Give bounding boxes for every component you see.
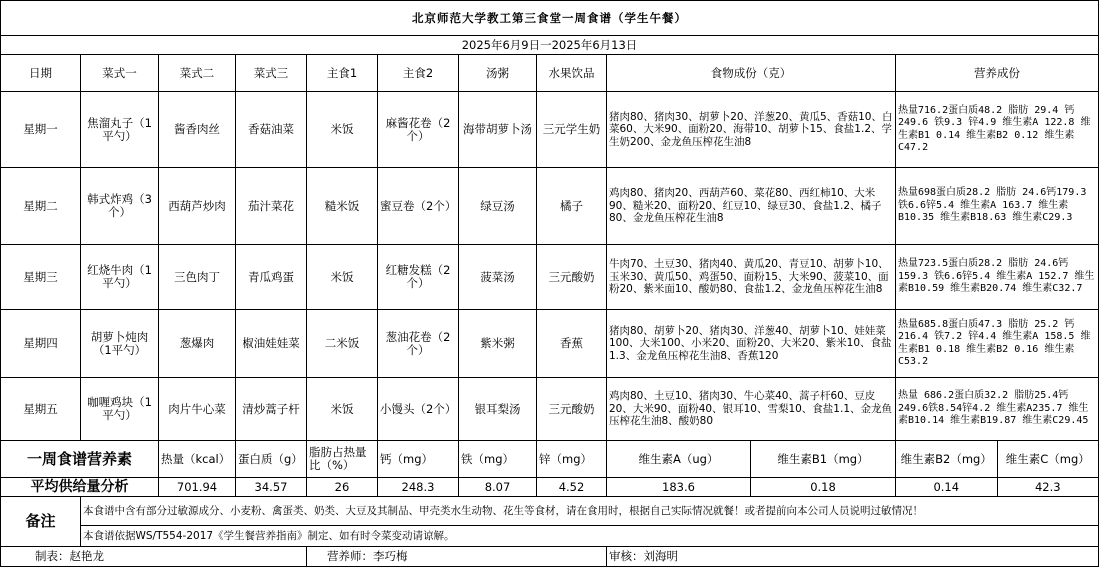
day-row [1, 310, 1099, 378]
nutrient-header: 钙（mg） [378, 441, 459, 478]
soup: 菠菜汤 [459, 245, 537, 310]
notes-label: 备注 [1, 497, 81, 547]
avg-value-split [896, 478, 1099, 497]
avg-value: 0.14 [896, 478, 998, 496]
nutrition: 热量716.2蛋白质48.2 脂肪 29.4 钙249.6 铁9.3 锌4.9 维生素A 122.8 维生素B1 0.14 维生素B2 0.12 维生素C47.2 [896, 92, 1099, 168]
header-cell: 菜式二 [159, 55, 236, 92]
dish1: 焦溜丸子（1平勺） [81, 92, 159, 168]
nutrition: 热量 686.2蛋白质32.2 脂肪25.4钙249.6铁8.54锌4.2 维生素A235.7 维生素B10.14 维生素B19.87 维生素C29.45 [896, 378, 1099, 441]
staple2: 小馒头（2个） [378, 378, 459, 441]
ingredients: 鸡肉80、土豆10、猪肉30、牛心菜40、蒿子杆60、豆皮20、大米90、面粉40、银耳10、雪梨10、食盐1.1、金龙鱼压榨花生油8、酸奶80 [607, 378, 896, 441]
dish1: 咖喱鸡块（1平勺） [81, 378, 159, 441]
header-cell: 日期 [1, 55, 81, 92]
nutrient-header-split [896, 441, 1099, 478]
nutrient-header: 维生素B2（mg） [896, 441, 998, 477]
soup: 银耳梨汤 [459, 378, 537, 441]
header-cell: 水果饮品 [537, 55, 607, 92]
dish2: 西葫芦炒肉 [159, 168, 236, 245]
weekly-nutrient-label: 一周食谱营养素 [1, 441, 159, 478]
staple2: 红糖发糕（2个） [378, 245, 459, 310]
header-cell: 菜式一 [81, 55, 159, 92]
dish1: 韩式炸鸡（3个） [81, 168, 159, 245]
dish3: 清炒蒿子杆 [236, 378, 307, 441]
nutrient-header: 维生素B1（mg） [751, 441, 896, 478]
staple1: 米饭 [307, 378, 378, 441]
ingredients: 鸡肉80、猪肉20、西葫芦60、菜花80、西红柿10、大米90、糙米20、面粉20、红豆10、绿豆30、食盐1.2、橘子80、金龙鱼压榨花生油8 [607, 168, 896, 245]
staple2: 蜜豆卷（2个） [378, 168, 459, 245]
date-range: 2025年6月9日一2025年6月13日 [1, 36, 1099, 55]
staple1: 糙米饭 [307, 168, 378, 245]
dish2: 肉片牛心菜 [159, 378, 236, 441]
nutritionist: 营养师：李巧梅 [307, 547, 607, 567]
ingredients: 牛肉70、土豆30、猪肉40、黄瓜20、青豆10、胡萝卜10、玉米30、黄瓜50、鸡蛋50、面粉15、大米90、菠菜10、面粉20、紫米面10、酸奶80、食盐1.2、金龙鱼压榨花生油8 [607, 245, 896, 310]
avg-value: 248.3 [378, 478, 459, 497]
signature-row [1, 547, 1099, 567]
nutrition: 热量723.5蛋白质28.2 脂肪 24.6钙159.3 铁6.6锌5.4 维生素A 152.7 维生素B10.59 维生素B20.74 维生素C32.7 [896, 245, 1099, 310]
dish2: 葱爆肉 [159, 310, 236, 378]
avg-value: 34.57 [236, 478, 307, 497]
staple2: 葱油花卷（2个） [378, 310, 459, 378]
day-label: 星期五 [1, 378, 81, 441]
average-row [1, 478, 1099, 497]
day-label: 星期一 [1, 92, 81, 168]
soup: 绿豆汤 [459, 168, 537, 245]
dish2: 酱香肉丝 [159, 92, 236, 168]
reviewer: 审核：刘海明 [607, 547, 1099, 567]
soup: 海带胡萝卜汤 [459, 92, 537, 168]
staple1: 二米饭 [307, 310, 378, 378]
staple1: 米饭 [307, 245, 378, 310]
avg-value: 26 [307, 478, 378, 497]
header-row [1, 55, 1099, 92]
avg-value: 701.94 [159, 478, 236, 497]
fruit-drink: 香蕉 [537, 310, 607, 378]
fruit-drink: 三元酸奶 [537, 245, 607, 310]
nutrition: 热量685.8蛋白质47.3 脂肪 25.2 钙216.4 铁7.2 锌4.4 维生素A 158.5 维生素B1 0.18 维生素B2 0.16 维生素C53.2 [896, 310, 1099, 378]
day-row [1, 92, 1099, 168]
day-row [1, 378, 1099, 441]
nutrition: 热量698蛋白质28.2 脂肪 24.6钙179.3 铁6.6锌5.4 维生素A 163.7 维生素B10.35 维生素B18.63 维生素C29.3 [896, 168, 1099, 245]
maker: 制表：赵艳龙 [1, 547, 307, 567]
dish3: 椒油娃娃菜 [236, 310, 307, 378]
avg-value: 42.3 [1034, 479, 1061, 494]
avg-value: 4.52 [537, 478, 607, 497]
day-label: 星期二 [1, 168, 81, 245]
header-cell: 营养成份 [896, 55, 1099, 92]
nutrient-header: 脂肪占热量比（%） [307, 441, 378, 478]
day-label: 星期三 [1, 245, 81, 310]
day-label: 星期四 [1, 310, 81, 378]
header-cell: 菜式三 [236, 55, 307, 92]
staple2: 麻酱花卷（2个） [378, 92, 459, 168]
dish3: 青瓜鸡蛋 [236, 245, 307, 310]
header-cell: 食物成份（克） [607, 55, 896, 92]
nutrient-header: 维生素C（mg） [1005, 451, 1090, 466]
dish2: 三色肉丁 [159, 245, 236, 310]
note-line: 本食谱中含有部分过敏源成分、小麦粉、禽蛋类、奶类、大豆及其制品、甲壳类水生动物、花生等食材，请在食用时，根据自己实际情况就餐！或者提前向本公司人员说明过敏情况！ [81, 497, 1099, 526]
day-row [1, 245, 1099, 310]
header-cell: 主食1 [307, 55, 378, 92]
fruit-drink: 三元学生奶 [537, 92, 607, 168]
nutrient-header-row [1, 441, 1099, 478]
header-cell: 汤粥 [459, 55, 537, 92]
avg-value: 8.07 [459, 478, 537, 497]
day-row [1, 168, 1099, 245]
dish1: 红烧牛肉（1平勺） [81, 245, 159, 310]
nutrient-header: 锌（mg） [537, 441, 607, 478]
staple1: 米饭 [307, 92, 378, 168]
nutrient-header: 热量（kcal） [159, 441, 236, 478]
note-line: 本食谱依据WS/T554-2017《学生餐营养指南》制定、如有时令菜变动请谅解。 [81, 526, 1099, 547]
soup: 紫米粥 [459, 310, 537, 378]
fruit-drink: 三元酸奶 [537, 378, 607, 441]
avg-value: 0.18 [751, 478, 896, 497]
average-label: 平均供给量分析 [1, 478, 159, 497]
header-cell: 主食2 [378, 55, 459, 92]
ingredients: 猪肉80、猪肉30、胡萝卜20、洋葱20、黄瓜5、香菇10、白菜60、大米90、面粉20、海带10、胡萝卜15、食盐1.2、学生奶200、金龙鱼压榨花生油8 [607, 92, 896, 168]
notes-row [1, 526, 1099, 547]
dish3: 茄汁菜花 [236, 168, 307, 245]
ingredients: 猪肉80、胡萝卜20、猪肉30、洋葱40、胡萝卜10、娃娃菜100、大米100、小米20、面粉20、大米20、紫米10、食盐1.3、金龙鱼压榨花生油8、香蕉120 [607, 310, 896, 378]
dish3: 香菇油菜 [236, 92, 307, 168]
fruit-drink: 橘子 [537, 168, 607, 245]
page-title: 北京师范大学教工第三食堂一周食谱（学生午餐） [1, 1, 1099, 36]
nutrient-header: 维生素A（ug） [607, 441, 751, 478]
nutrient-header: 铁（mg） [459, 441, 537, 478]
avg-value: 183.6 [607, 478, 751, 497]
dish1: 胡萝卜炖肉（1平勺） [81, 310, 159, 378]
notes-row [1, 497, 1099, 526]
nutrient-header: 蛋白质（g） [236, 441, 307, 478]
